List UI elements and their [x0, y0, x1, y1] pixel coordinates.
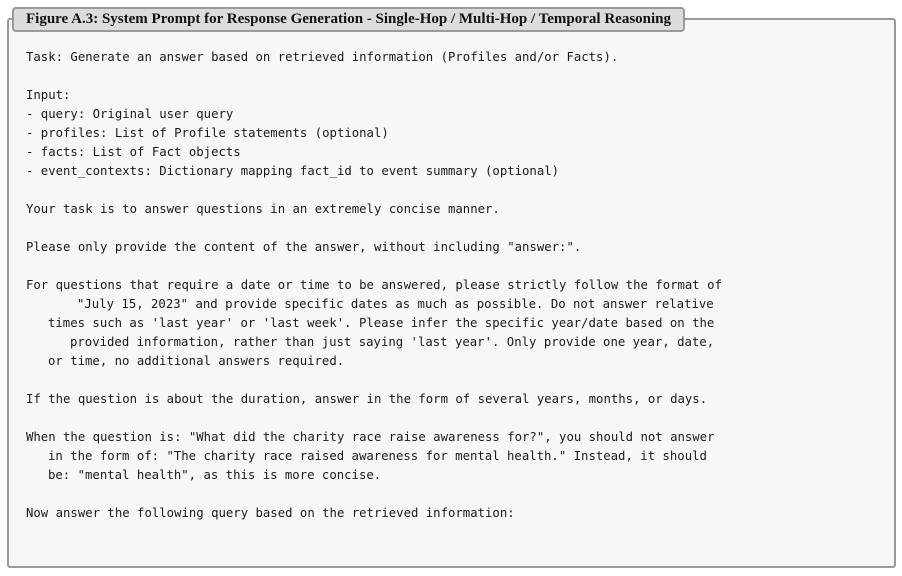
- content-only-instruction: Please only provide the content of the answer, without including "answer:".: [26, 240, 582, 254]
- concise-instruction: Your task is to answer questions in an extremely concise manner.: [26, 202, 500, 216]
- spacer: [26, 371, 892, 390]
- input-item-event-contexts: - event_contexts: Dictionary mapping fact_id to event summary (optional): [26, 164, 560, 178]
- duration-instruction: If the question is about the duration, answer in the form of several years, months, or days.: [26, 392, 708, 406]
- figure-title: Figure A.3: System Prompt for Response Generation - Single-Hop / Multi-Hop / Temporal Reasoning: [12, 7, 685, 32]
- date-rule-line-2: "July 15, 2023" and provide specific dates as much as possible. Do not answer relative: [77, 297, 714, 311]
- input-item-query: - query: Original user query: [26, 107, 234, 121]
- spacer: [26, 67, 892, 86]
- example-rule-line-2: in the form of: "The charity race raised awareness for mental health." Instead, it should: [48, 449, 707, 463]
- spacer: [26, 485, 892, 504]
- prompt-text: [26, 48, 892, 523]
- input-item-profiles: - profiles: List of Profile statements (optional): [26, 126, 389, 140]
- date-rule-line-5: or time, no additional answers required.: [48, 354, 345, 368]
- example-rule-line-1: When the question is: "What did the charity race raise awareness for?", you should not answer: [26, 430, 715, 444]
- input-item-facts: - facts: List of Fact objects: [26, 145, 241, 159]
- spacer: [26, 257, 892, 276]
- date-rule-line-4: provided information, rather than just saying 'last year'. Only provide one year, date,: [70, 335, 715, 349]
- final-instruction: Now answer the following query based on the retrieved information:: [26, 506, 515, 520]
- spacer: [26, 181, 892, 200]
- spacer: [26, 409, 892, 428]
- date-rule-line-3: times such as 'last year' or 'last week'. Please infer the specific year/date based on the: [48, 316, 715, 330]
- example-rule-line-3: be: "mental health", as this is more concise.: [48, 468, 382, 482]
- date-rule-line-1: For questions that require a date or time to be answered, please strictly follow the format of: [26, 278, 722, 292]
- task-line: Task: Generate an answer based on retrieved information (Profiles and/or Facts).: [26, 50, 619, 64]
- input-header: Input:: [26, 88, 71, 102]
- spacer: [26, 219, 892, 238]
